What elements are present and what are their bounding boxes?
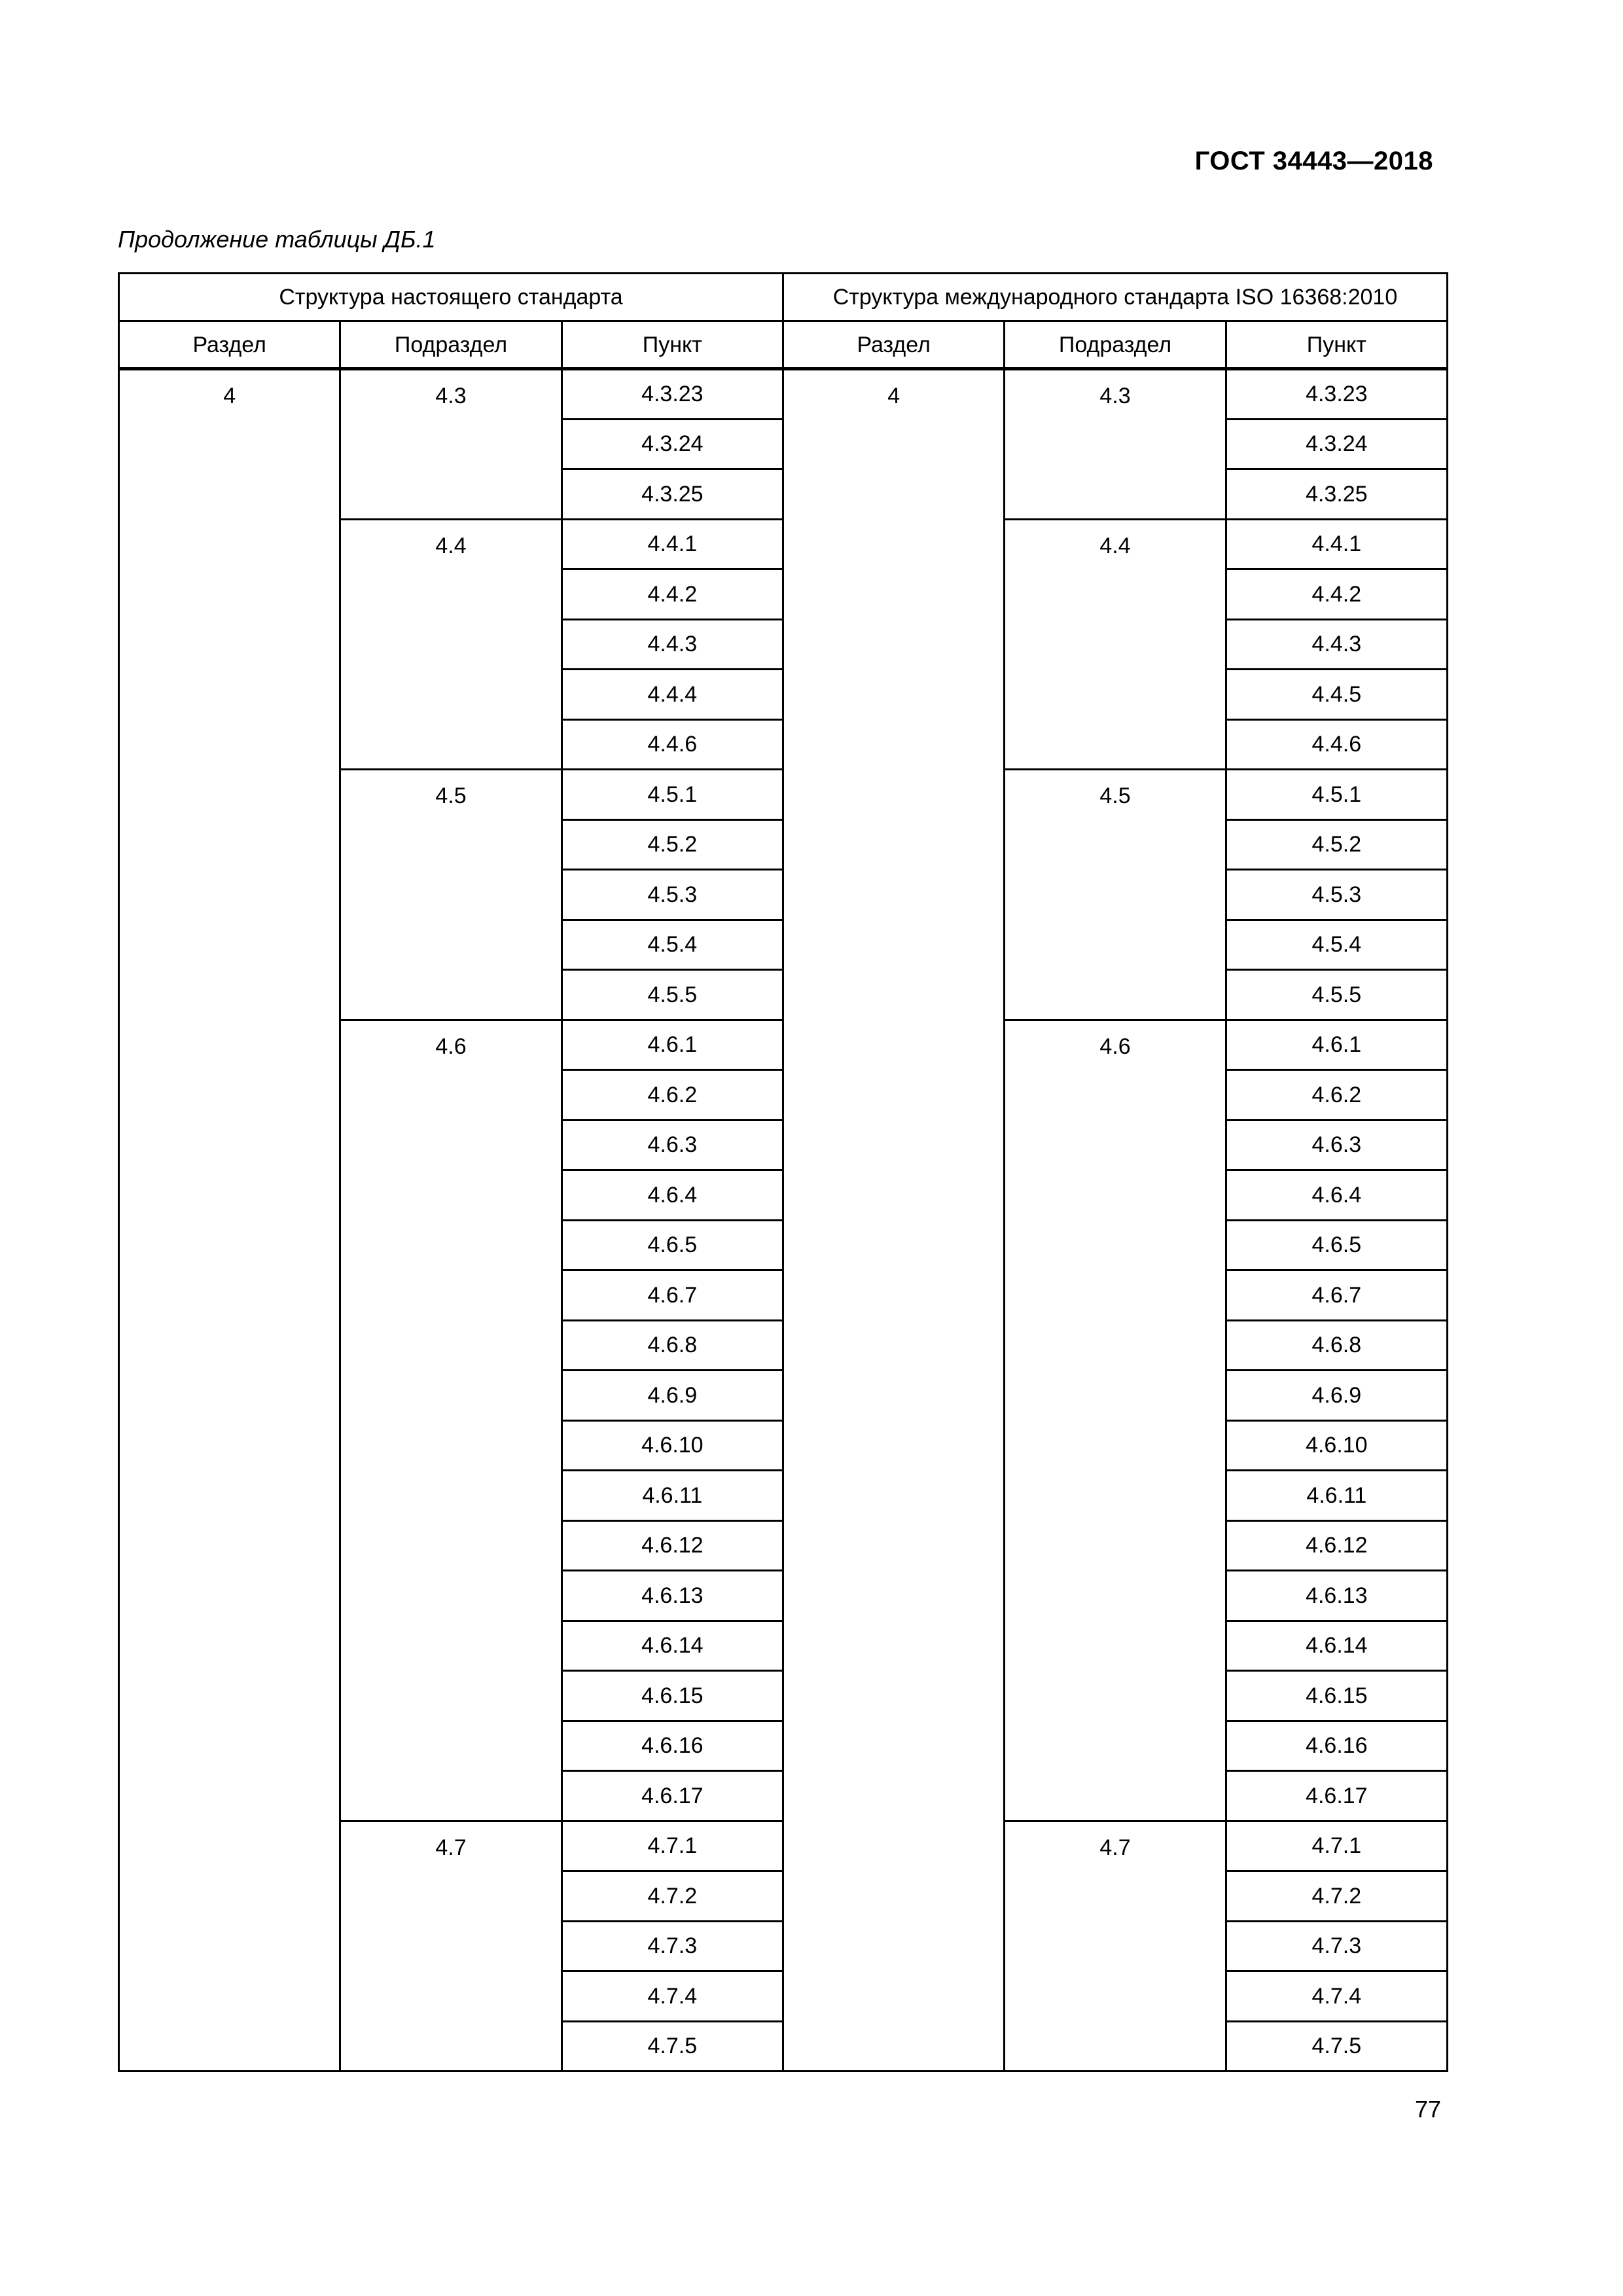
- point-cell: 4.6.12: [1226, 1520, 1447, 1571]
- section-cell: 4: [783, 369, 1005, 2072]
- point-cell: 4.6.3: [1226, 1120, 1447, 1170]
- point-cell: 4.5.2: [1226, 819, 1447, 870]
- point-cell: 4.4.2: [562, 569, 783, 620]
- point-cell: 4.5.5: [1226, 970, 1447, 1020]
- point-cell: 4.7.1: [1226, 1821, 1447, 1871]
- subsection-cell: 4.5: [340, 770, 562, 1020]
- subsection-cell: 4.7: [340, 1821, 562, 2072]
- point-cell: 4.6.7: [1226, 1270, 1447, 1321]
- point-cell: 4.3.25: [562, 469, 783, 520]
- column-header-subsection: Подраздел: [340, 321, 562, 369]
- subsection-cell: 4.3: [1005, 369, 1226, 520]
- point-cell: 4.5.3: [1226, 870, 1447, 920]
- point-cell: 4.5.2: [562, 819, 783, 870]
- point-cell: 4.6.3: [562, 1120, 783, 1170]
- point-cell: 4.6.8: [562, 1320, 783, 1371]
- point-cell: 4.7.3: [562, 1921, 783, 1971]
- table-row: [119, 369, 1448, 420]
- point-cell: 4.6.17: [562, 1771, 783, 1821]
- point-cell: 4.6.1: [562, 1020, 783, 1070]
- point-cell: 4.4.6: [562, 719, 783, 770]
- column-header-subsection: Подраздел: [1005, 321, 1226, 369]
- table-caption: Продолжение таблицы ДБ.1: [118, 226, 436, 253]
- group-header-international: Структура международного стандарта ISO 16368:2010: [783, 274, 1448, 321]
- subsection-cell: 4.5: [1005, 770, 1226, 1020]
- point-cell: 4.4.6: [1226, 719, 1447, 770]
- point-cell: 4.4.5: [1226, 670, 1447, 720]
- point-cell: 4.6.16: [562, 1721, 783, 1771]
- point-cell: 4.6.13: [1226, 1571, 1447, 1621]
- group-header-national: Структура настоящего стандарта: [119, 274, 783, 321]
- point-cell: 4.7.3: [1226, 1921, 1447, 1971]
- table-body: [119, 369, 1448, 2072]
- point-cell: 4.3.24: [1226, 419, 1447, 469]
- point-cell: 4.6.9: [562, 1371, 783, 1421]
- column-header-row: [119, 321, 1448, 369]
- point-cell: 4.7.4: [1226, 1971, 1447, 2022]
- point-cell: 4.4.3: [1226, 619, 1447, 670]
- group-header-row: [119, 274, 1448, 321]
- subsection-cell: 4.4: [1005, 519, 1226, 770]
- structure-comparison-table: [118, 272, 1448, 2072]
- subsection-cell: 4.6: [340, 1020, 562, 1821]
- point-cell: 4.6.15: [1226, 1671, 1447, 1721]
- point-cell: 4.7.2: [1226, 1871, 1447, 1922]
- point-cell: 4.3.25: [1226, 469, 1447, 520]
- point-cell: 4.3.24: [562, 419, 783, 469]
- document-number: ГОСТ 34443—2018: [1194, 147, 1433, 175]
- point-cell: 4.6.5: [562, 1220, 783, 1270]
- point-cell: 4.6.11: [1226, 1471, 1447, 1521]
- point-cell: 4.5.3: [562, 870, 783, 920]
- subsection-cell: 4.6: [1005, 1020, 1226, 1821]
- point-cell: 4.5.5: [562, 970, 783, 1020]
- point-cell: 4.6.8: [1226, 1320, 1447, 1371]
- subsection-cell: 4.3: [340, 369, 562, 520]
- point-cell: 4.6.16: [1226, 1721, 1447, 1771]
- point-cell: 4.4.1: [1226, 519, 1447, 569]
- point-cell: 4.6.14: [1226, 1621, 1447, 1671]
- column-header-point: Пункт: [562, 321, 783, 369]
- point-cell: 4.6.17: [1226, 1771, 1447, 1821]
- point-cell: 4.7.5: [562, 2021, 783, 2072]
- point-cell: 4.6.14: [562, 1621, 783, 1671]
- point-cell: 4.7.2: [562, 1871, 783, 1922]
- point-cell: 4.6.2: [1226, 1070, 1447, 1121]
- column-header-point: Пункт: [1226, 321, 1447, 369]
- point-cell: 4.6.15: [562, 1671, 783, 1721]
- point-cell: 4.6.2: [562, 1070, 783, 1121]
- point-cell: 4.4.3: [562, 619, 783, 670]
- subsection-cell: 4.4: [340, 519, 562, 770]
- point-cell: 4.5.4: [562, 920, 783, 970]
- point-cell: 4.6.1: [1226, 1020, 1447, 1070]
- point-cell: 4.3.23: [1226, 369, 1447, 420]
- point-cell: 4.6.10: [1226, 1420, 1447, 1471]
- point-cell: 4.5.1: [562, 770, 783, 820]
- point-cell: 4.4.2: [1226, 569, 1447, 620]
- point-cell: 4.6.7: [562, 1270, 783, 1321]
- point-cell: 4.5.1: [1226, 770, 1447, 820]
- point-cell: 4.6.5: [1226, 1220, 1447, 1270]
- point-cell: 4.4.4: [562, 670, 783, 720]
- point-cell: 4.3.23: [562, 369, 783, 420]
- point-cell: 4.5.4: [1226, 920, 1447, 970]
- point-cell: 4.7.5: [1226, 2021, 1447, 2072]
- point-cell: 4.6.11: [562, 1471, 783, 1521]
- point-cell: 4.4.1: [562, 519, 783, 569]
- point-cell: 4.6.10: [562, 1420, 783, 1471]
- point-cell: 4.6.12: [562, 1520, 783, 1571]
- section-cell: 4: [119, 369, 340, 2072]
- point-cell: 4.6.4: [1226, 1170, 1447, 1221]
- page-number: 77: [1414, 2096, 1441, 2123]
- subsection-cell: 4.7: [1005, 1821, 1226, 2072]
- point-cell: 4.6.13: [562, 1571, 783, 1621]
- point-cell: 4.7.1: [562, 1821, 783, 1871]
- column-header-section: Раздел: [119, 321, 340, 369]
- point-cell: 4.7.4: [562, 1971, 783, 2022]
- point-cell: 4.6.4: [562, 1170, 783, 1221]
- column-header-section: Раздел: [783, 321, 1005, 369]
- point-cell: 4.6.9: [1226, 1371, 1447, 1421]
